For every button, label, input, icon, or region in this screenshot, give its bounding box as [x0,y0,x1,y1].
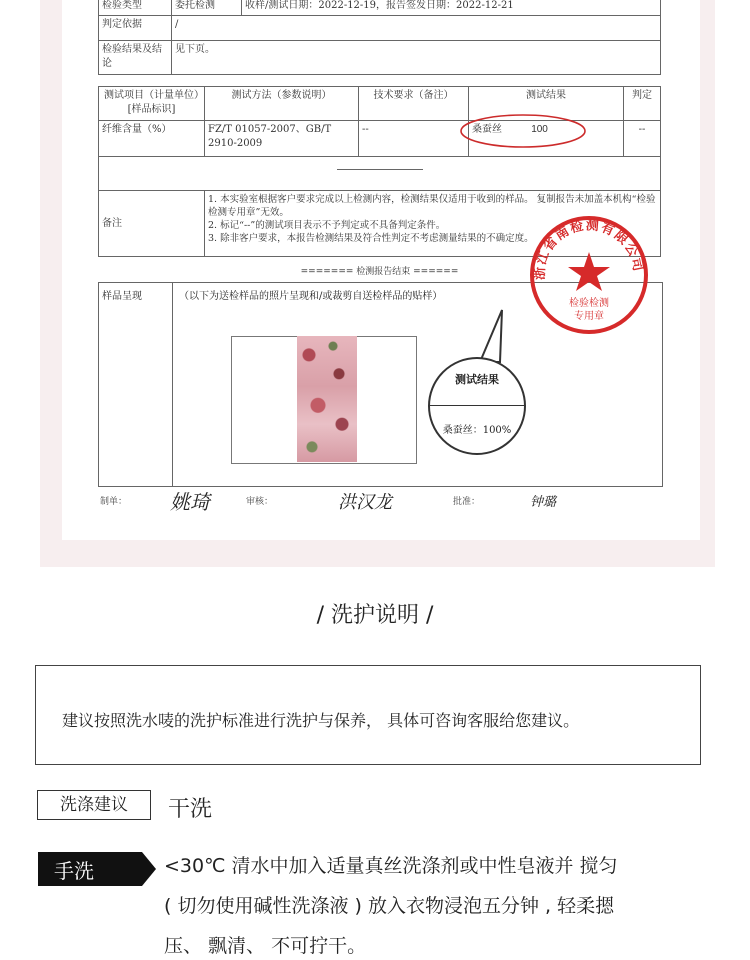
bubble-value: 桑蚕丝：100% [442,425,512,436]
header-method: 测试方法（参数说明） [205,87,359,121]
header-judge: 判定 [624,87,661,121]
reviewer-label: 审核： [246,497,274,507]
info-value: 委托检测 [172,0,242,16]
sample-divider [172,283,173,486]
info-label: 检验结果及结论 [99,41,172,75]
bubble-title: 测试结果 [455,373,499,386]
row-judge: -- [624,121,661,157]
sample-label: 样品呈现 [102,291,142,302]
info-label: 检验类型 [99,0,172,16]
row-item: 纤维含量（%） [99,121,205,157]
blank-row [99,157,661,191]
header-result: 测试结果 [469,87,624,121]
info-value: / [172,16,661,41]
care-advice-text: 建议按照洗水唛的洗护标准进行洗护与保养， 具体可咨询客服给您建议。 [62,711,580,730]
info-label: 判定依据 [99,16,172,41]
remark-2: 2. 标记“--”的测试项目表示不予判定或不具备判定条件。 [208,220,446,231]
fabric-swatch-image [297,336,357,462]
wash-suggestion-value: 干洗 [168,797,213,822]
reviewer-signature: 洪汉龙 [338,492,392,513]
maker-label: 制单： [100,497,128,507]
stamp-line-2: 专用章 [574,311,604,322]
remark-3: 3. 除非客户要求，本报告检测结果及符合性判定不考虑测量结果的不确定度。 [208,233,534,244]
stamp-line-1: 检验检测 [569,298,609,309]
hand-wash-label: 手洗 [54,859,94,883]
approver-signature: 钟璐 [530,495,557,510]
remarks-label: 备注 [99,191,205,257]
hand-wash-line-1: <30℃ 清水中加入适量真丝洗涤剂或中性皂液并 搅匀 [164,855,618,877]
info-value: 见下页。 [172,41,661,75]
care-advice-box [35,665,701,765]
result-bubble [428,357,526,455]
hand-wash-line-3: 压、 飘清、 不可拧干。 [164,935,367,957]
wash-suggestion-label: 洗涤建议 [37,790,151,820]
row-requirement: -- [359,121,469,157]
result-highlight-ellipse [458,112,588,150]
remark-1: 1. 本实验室根据客户要求完成以上检测内容，检测结果仅适用于收到的样品。 复制报告未加盖本机构“检验检测专用章”无效。 [208,194,656,218]
red-seal-stamp [528,214,650,336]
hand-wash-badge [38,852,156,886]
info-dates: 收样/测试日期：2022-12-19，报告签发日期：2022-12-21 [242,0,661,16]
header-requirement: 技术要求（备注） [359,87,469,121]
result-value: 100 [531,124,548,135]
result-label: 桑蚕丝 [472,124,502,135]
sample-note: （以下为送检样品的照片呈现和/或裁剪自送检样品的贴样） [179,291,443,302]
maker-signature: 姚琦 [170,490,210,514]
report-end-line: ======= 检测报告结束 ====== [300,267,459,277]
hand-wash-line-2: ( 切勿使用碱性洗涤液 ) 放入衣物浸泡五分钟 , 轻柔摁 [164,895,615,917]
approver-label: 批准： [453,497,481,507]
bubble-pointer [470,308,510,364]
bubble-divider [430,405,524,406]
header-item: 测试项目（计量单位）[样品标识] [99,87,205,121]
row-method: FZ/T 01057-2007、GB/T 2910-2009 [205,121,359,157]
stamp-arc-text: 浙江省南检测有限公司 [532,218,646,281]
blank-row-line [337,169,423,170]
report-info-table [98,0,661,75]
care-section-title: / 洗护说明 / [316,603,434,628]
